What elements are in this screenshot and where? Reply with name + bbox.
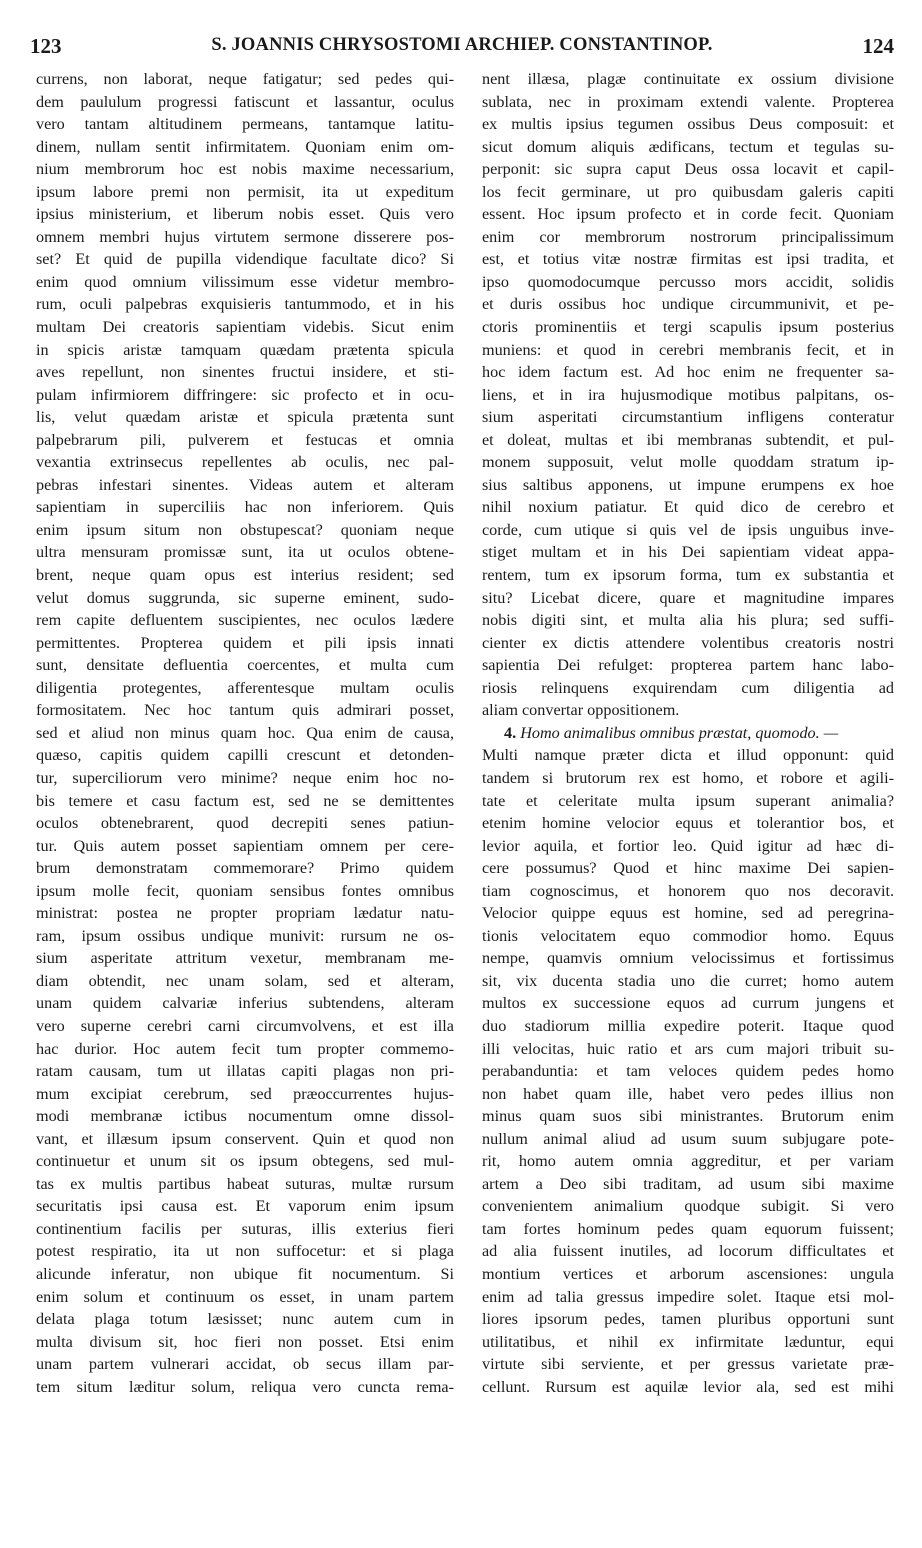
text-line: lis, velut quædam aristæ et spicula prætenta sunt bbox=[36, 408, 454, 427]
text-line: nent illæsa, plagæ continuitate ex ossium divisione bbox=[482, 70, 894, 88]
text-line: non habet quam ille, habet vero pedes illius non bbox=[482, 1084, 894, 1103]
text-line: perabanduntia: et tam veloces quidem pedes homo bbox=[482, 1062, 894, 1081]
text-line: tam fortes hominum pedes quam equorum fuissent; bbox=[482, 1219, 894, 1238]
text-line: sapientia Dei refulget: propterea partem hanc labo- bbox=[482, 656, 894, 675]
text-line: hoc idem factum est. Ad hoc enim ne frequenter sa- bbox=[482, 363, 894, 382]
text-line: ad alia fuissent inutiles, ad locorum difficultates et bbox=[482, 1242, 894, 1261]
text-line: dem paululum progressi fatiscunt et lassantur, oculus bbox=[36, 92, 454, 111]
text-line: ctoris prominentiis et tergi scapulis ipsum posterius bbox=[482, 318, 894, 337]
text-line: quæso, capitis quidem capilli crescunt et detonden- bbox=[36, 746, 454, 765]
text-line: nihil noxium patiatur. Et quid dico de cerebro et bbox=[482, 498, 894, 517]
text-line: et doleat, multas et ibi membranas subtendit, et pul- bbox=[482, 430, 894, 449]
text-line: aves repellunt, non sinentes fructui insidere, et sti- bbox=[36, 363, 454, 382]
text-line: ipsum labore premi non permisit, ita ut expeditum bbox=[36, 182, 454, 201]
page-number-left: 123 bbox=[30, 34, 62, 58]
text-line: unam quidem calvariæ inferius subtendens, alteram bbox=[36, 994, 454, 1013]
text-line: riosis relinquens exquirendam cum diligentia ad bbox=[482, 678, 894, 697]
text-line: sapientiam in superciliis hac non inferiorem. Quis bbox=[36, 498, 454, 517]
page-header bbox=[30, 34, 894, 58]
text-line: perponit: sic supra caput Deus ossa locavit et capil- bbox=[482, 160, 894, 179]
text-line: delata plaga totum læsisset; nunc autem cum in bbox=[36, 1310, 454, 1329]
text-line: illi velocitas, huic ratio et ars cum majori tribuit su- bbox=[482, 1039, 894, 1058]
text-line: diam obtendit, nec unam solam, sed et alteram, bbox=[36, 971, 454, 990]
text-line: sunt, densitate defluentia coercentes, et multa cum bbox=[36, 656, 454, 675]
text-line: tionis velocitatem equo commodior homo. Equus bbox=[482, 926, 894, 945]
section-title: Homo animalibus omnibus præstat, quomodo. — bbox=[520, 723, 839, 742]
text-line: aliam convertar oppositionem. bbox=[482, 701, 680, 720]
text-line: nullum animal aliud ad usum suum subjugare pote- bbox=[482, 1129, 894, 1148]
text-line: tiam cognoscimus, et honorem quo nos decoravit. bbox=[482, 881, 894, 900]
text-line: essent. Hoc ipsum profecto et in corde fecit. Quoniam bbox=[482, 205, 894, 224]
text-line: ultra mensuram promissæ sunt, ita ut oculos obtene- bbox=[36, 543, 454, 562]
text-line: muniens: et quod in cerebri membranis fecit, et in bbox=[482, 340, 894, 359]
text-line: vero tantam altitudinem permeans, tantamque latitu- bbox=[36, 115, 454, 134]
text-line: enim cor membrorum nostrorum principalissimum bbox=[482, 227, 894, 246]
section-heading bbox=[482, 722, 894, 745]
text-line: velut domus suggrunda, sic superne eminent, sudo- bbox=[36, 588, 454, 607]
text-line: tur, superciliorum vero minime? neque enim hoc no- bbox=[36, 768, 454, 787]
text-line: sius saltibus apponens, ut impune erumpens ex hoe bbox=[482, 475, 894, 494]
text-line: etenim homine velocior equus et tolerantior bos, et bbox=[482, 814, 894, 833]
text-line: cere possumus? Quod et hinc maxime Dei sapien- bbox=[482, 859, 894, 878]
text-line: brent, neque quam opus est interius resident; sed bbox=[36, 566, 454, 585]
running-title: S. JOANNIS CHRYSOSTOMI ARCHIEP. CONSTANTINOP. bbox=[211, 35, 713, 55]
text-line: mum excipiat cerebrum, sed præoccurrentes hujus- bbox=[36, 1084, 454, 1103]
text-line: enim solum et continuum os esset, in unam partem bbox=[36, 1287, 454, 1306]
text-line: pulam infirmiorem diffringere: sic profecto et in ocu- bbox=[36, 385, 454, 404]
text-line: monem supposuit, velut molle quoddam stratum ip- bbox=[482, 453, 894, 472]
text-line: rum, oculi palpebras exquisieris tantummodo, et in his bbox=[36, 295, 454, 314]
text-line: corde, cum utique si quis vel de ipsis unguibus inve- bbox=[482, 520, 894, 539]
text-line: liores ipsorum pedes, tamen pluribus opportuni sunt bbox=[482, 1310, 894, 1329]
text-line: vero superne cerebri carni circumvolvens, et est illa bbox=[36, 1016, 454, 1035]
text-line: nium membrorum hoc est nobis maxime necessarium, bbox=[36, 160, 454, 179]
text-line: convenientem animalium quodque subigit. Si vero bbox=[482, 1197, 894, 1216]
page-number-right: 124 bbox=[862, 34, 894, 58]
text-line: tur. Quis autem posset sapientiam omnem per cere- bbox=[36, 836, 454, 855]
right-column bbox=[482, 68, 894, 1398]
text-line: vexantia extrinsecus repellentes ab oculis, nec pal- bbox=[36, 453, 454, 472]
text-line: continuetur et unum sit os ipsum obtegens, sed mul- bbox=[36, 1152, 454, 1171]
text-line: artem a Deo sibi traditam, ad usum sibi maxime bbox=[482, 1174, 894, 1193]
text-line: ratam causam, tum ut illatas capiti plagas non pri- bbox=[36, 1062, 454, 1081]
text-line: palpebrarum pili, pulverem et festucas et omnia bbox=[36, 430, 454, 449]
text-line: rit, homo autem omnia aggreditur, et per variam bbox=[482, 1152, 894, 1171]
text-line: in spicis aristæ tamquam quædam prætenta spicula bbox=[36, 340, 454, 359]
text-line: currens, non laborat, neque fatigatur; sed pedes qui- bbox=[36, 70, 454, 88]
text-line: securitatis ipsi causa est. Et vaporum enim ipsum bbox=[36, 1197, 454, 1216]
text-line: rem capite defluentem suscipientes, nec oculos lædere bbox=[36, 611, 454, 630]
text-line: sublata, nec in proximam extendi valente. Propterea bbox=[482, 92, 894, 111]
text-line: cellunt. Rursum est aquilæ levior ala, sed est mihi bbox=[482, 1377, 894, 1396]
text-line: ipsius ministerium, et liberum nobis esset. Quis vero bbox=[36, 205, 454, 224]
text-line: set? Et quid de pupilla videndique facultate dico? Si bbox=[36, 250, 454, 269]
section-number: 4. bbox=[504, 723, 517, 742]
text-line: unam partem vulnerari accidat, ob secus illam par- bbox=[36, 1355, 454, 1374]
text-line: oculos obtenebrarent, quod decrepiti senes patiun- bbox=[36, 814, 454, 833]
text-line: modi membranæ ictibus nocumentum omne dissol- bbox=[36, 1107, 454, 1126]
text-line: Velocior quippe equus est homine, sed ad peregrina- bbox=[482, 904, 894, 923]
text-line: brum demonstratam commemorare? Primo quidem bbox=[36, 859, 454, 878]
text-line: rentem, tum ex ipsorum forma, tum ex substantia et bbox=[482, 566, 894, 585]
text-line: sium asperitati circumstantium infligens conteratur bbox=[482, 408, 894, 427]
text-line: nempe, quamvis omnium velocissimus et fortissimus bbox=[482, 949, 894, 968]
text-line: ram, ipsum ossibus undique munivit: rursum ne os- bbox=[36, 926, 454, 945]
left-column bbox=[36, 68, 454, 1398]
text-line: multa divisum sit, hoc fieri non posset. Etsi enim bbox=[36, 1332, 454, 1351]
text-line: sed et aliud non minus quam hoc. Qua enim de causa, bbox=[36, 723, 454, 742]
text-line: multam Dei creatoris sapientiam videbis. Sicut enim bbox=[36, 318, 454, 337]
text-line: enim ad talia gressus impedire solet. Itaque etsi mol- bbox=[482, 1287, 894, 1306]
text-line: virtute sibi serviente, et per gressus varietate præ- bbox=[482, 1355, 894, 1374]
text-line: ipsum molle fecit, quoniam sensibus fontes omnibus bbox=[36, 881, 454, 900]
text-line: formositatem. Nec hoc tantum quis admirari posset, bbox=[36, 701, 454, 720]
text-line: tem situm læditur solum, reliqua vero cuncta rema- bbox=[36, 1377, 454, 1396]
text-line: liens, et in ira hujusmodique motibus palpitans, os- bbox=[482, 385, 894, 404]
text-line: dinem, nullam sentit infirmitatem. Quoniam enim om- bbox=[36, 137, 454, 156]
text-line: pebras infestari sinentes. Videas autem et alteram bbox=[36, 475, 454, 494]
text-line: los fecit germinare, ut pro quibusdam galeris capiti bbox=[482, 182, 894, 201]
text-line: multos ex successione equos ad currum jungens et bbox=[482, 994, 894, 1013]
text-line: montium vertices et arborum ascensiones: ungula bbox=[482, 1264, 894, 1283]
text-line: hac durior. Hoc autem fecit tum propter commemo- bbox=[36, 1039, 454, 1058]
text-line: sium asperitate attritum vexetur, membranam me- bbox=[36, 949, 454, 968]
text-line: ipso quomodocumque percusso mors accidit, solidis bbox=[482, 272, 894, 291]
text-line: continentium facilis per suturas, illis exterius fieri bbox=[36, 1219, 454, 1238]
text-line: alicunde inferatur, non ubique fit nocumentum. Si bbox=[36, 1264, 454, 1283]
text-line: sicut domum aliquis ædificans, tectum et tegulas su- bbox=[482, 137, 894, 156]
text-line: ministrat: postea ne propter propriam lædatur natu- bbox=[36, 904, 454, 923]
text-line: enim quod omnium vilissimum esse videtur membro- bbox=[36, 272, 454, 291]
text-line: tas ex multis partibus habeat suturas, multæ rursum bbox=[36, 1174, 454, 1193]
text-line: omnem membri hujus virtutem sermone disserere pos- bbox=[36, 227, 454, 246]
text-line: minus quam suos sibi ministrantes. Brutorum enim bbox=[482, 1107, 894, 1126]
text-line: et duris ossibus hoc undique circummunivit, et pe- bbox=[482, 295, 894, 314]
text-line: nobis digiti sint, et multa alia his plura; sed suffi- bbox=[482, 611, 894, 630]
text-line: utilitatibus, et nihil ex infirmitate læduntur, equi bbox=[482, 1332, 894, 1351]
text-line: tate et celeritate multa ipsum superant animalia? bbox=[482, 791, 894, 810]
text-line: Multi namque præter dicta et illud opponunt: quid bbox=[482, 746, 894, 765]
text-line: permittentes. Propterea quidem et pili ipsis innati bbox=[36, 633, 454, 652]
text-line: bis temere et casu factum est, sed ne se demittentes bbox=[36, 791, 454, 810]
text-line: sit, vix ducenta stadia uno die curret; homo autem bbox=[482, 971, 894, 990]
text-line: stiget multam et in his Dei sapientiam videat appa- bbox=[482, 543, 894, 562]
text-line: ex multis ipsius tegumen ossibus Deus composuit: et bbox=[482, 115, 894, 134]
text-line: situ? Licebat dicere, quare et magnitudine impares bbox=[482, 588, 894, 607]
text-line: diligentia protegentes, afferentesque multam oculis bbox=[36, 678, 454, 697]
text-line: levior aquila, et fortior leo. Quid igitur ad hæc di- bbox=[482, 836, 894, 855]
text-line: est, et totius vitæ nostræ firmitas est ipsi tradita, et bbox=[482, 250, 894, 269]
text-line: enim ipsum situm non obstupescat? quoniam neque bbox=[36, 520, 454, 539]
text-line: vant, et illæsum ipsum conservent. Quin et quod non bbox=[36, 1129, 454, 1148]
text-line: tandem si brutorum rex est homo, et robore et agili- bbox=[482, 768, 894, 787]
text-line: potest respiratio, ita ut non suffocetur: et si plaga bbox=[36, 1242, 454, 1261]
text-line: cienter ex dictis attendere volentibus creatoris nostri bbox=[482, 633, 894, 652]
text-line: duo stadiorum millia expedire poterit. Itaque quod bbox=[482, 1016, 894, 1035]
